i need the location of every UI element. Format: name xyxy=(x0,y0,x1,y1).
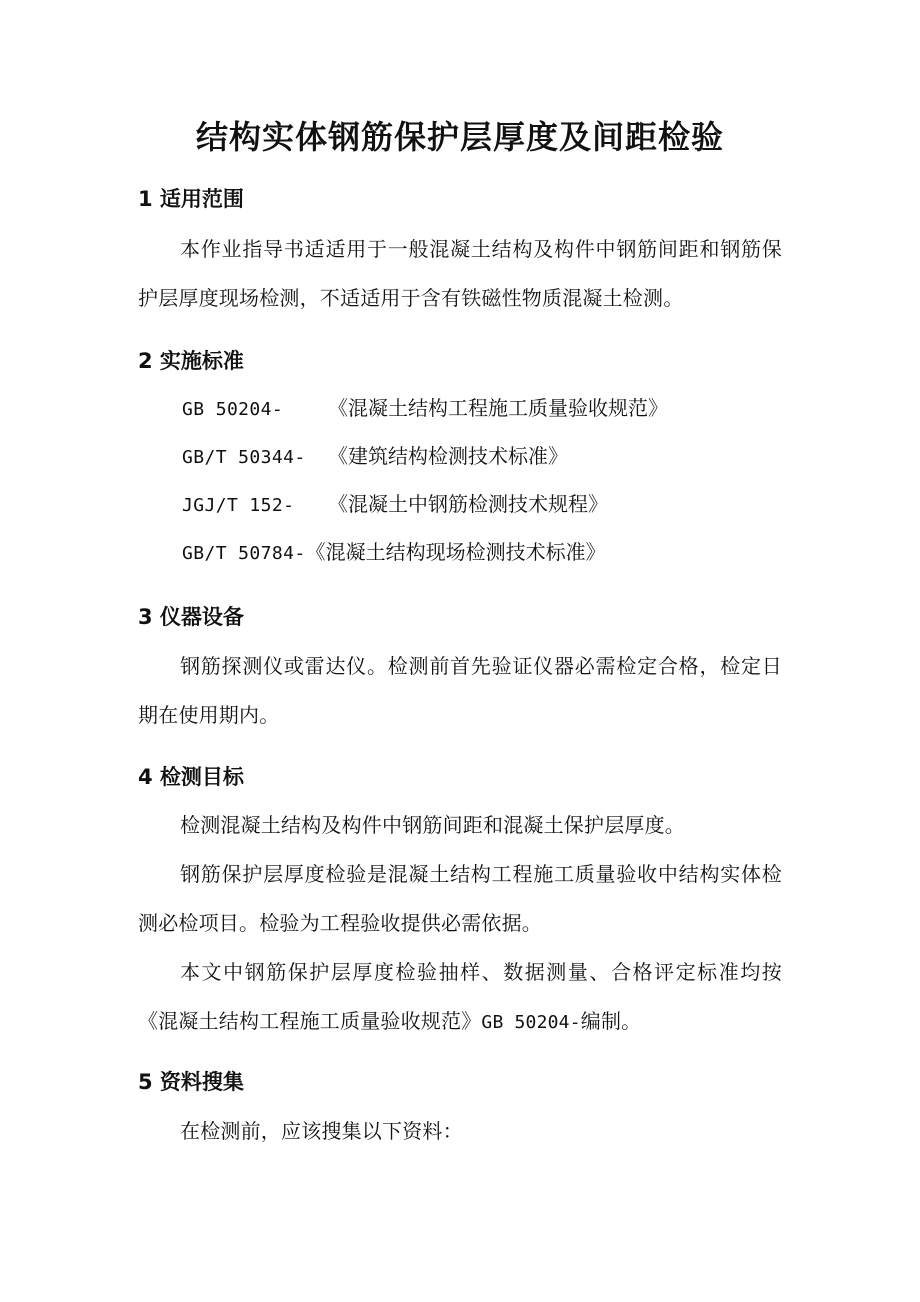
standard-row xyxy=(182,489,608,521)
standard-name: 《混凝土中钢筋检测技术规程》 xyxy=(328,492,608,516)
standard-name: 《建筑结构检测技术标准》 xyxy=(328,444,568,468)
section-1-paragraph: 本作业指导书适适用于一般混凝土结构及构件中钢筋间距和钢筋保护层厚度现场检测，不适适用于含有铁磁性物质混凝土检测。 xyxy=(138,237,782,310)
standard-row xyxy=(182,393,668,425)
standard-row xyxy=(182,537,606,569)
paragraph-text: 本文中钢筋保护层厚度检验抽样、数据测量、合格评定标准均按《混凝土结构工程施工质量验收规范》 xyxy=(138,960,782,1033)
section-4-paragraph: 检测混凝土结构及构件中钢筋间距和混凝土保护层厚度。 xyxy=(180,813,685,837)
section-heading-4: 4 检测目标 xyxy=(138,765,244,789)
page-title: 结构实体钢筋保护层厚度及间距检验 xyxy=(195,118,724,156)
section-3-paragraph: 钢筋探测仪或雷达仪。检测前首先验证仪器必需检定合格，检定日期在使用期内。 xyxy=(138,654,782,727)
standard-code: GB/T 50784- xyxy=(182,543,306,564)
standard-name: 《混凝土结构现场检测技术标准》 xyxy=(305,540,606,564)
section-4-paragraph: 钢筋保护层厚度检验是混凝土结构工程施工质量验收中结构实体检测必检项目。检验为工程验收提供必需依据。 xyxy=(138,862,782,935)
standard-code: GB 50204- xyxy=(182,399,284,420)
standard-code-inline: GB 50204- xyxy=(481,1012,581,1033)
section-heading-5: 5 资料搜集 xyxy=(138,1070,244,1094)
standard-name: 《混凝土结构工程施工质量验收规范》 xyxy=(328,396,668,420)
section-4-paragraph xyxy=(138,948,782,1047)
paragraph-text: 编制。 xyxy=(580,1009,642,1033)
section-heading-3: 3 仪器设备 xyxy=(138,605,244,629)
standard-code: GB/T 50344- xyxy=(182,447,306,468)
standard-code: JGJ/T 152- xyxy=(182,495,295,516)
standard-row xyxy=(182,441,568,473)
section-heading-1: 1 适用范围 xyxy=(138,187,244,211)
section-heading-2: 2 实施标准 xyxy=(138,349,244,373)
section-5-paragraph: 在检测前，应该搜集以下资料： xyxy=(180,1119,463,1143)
